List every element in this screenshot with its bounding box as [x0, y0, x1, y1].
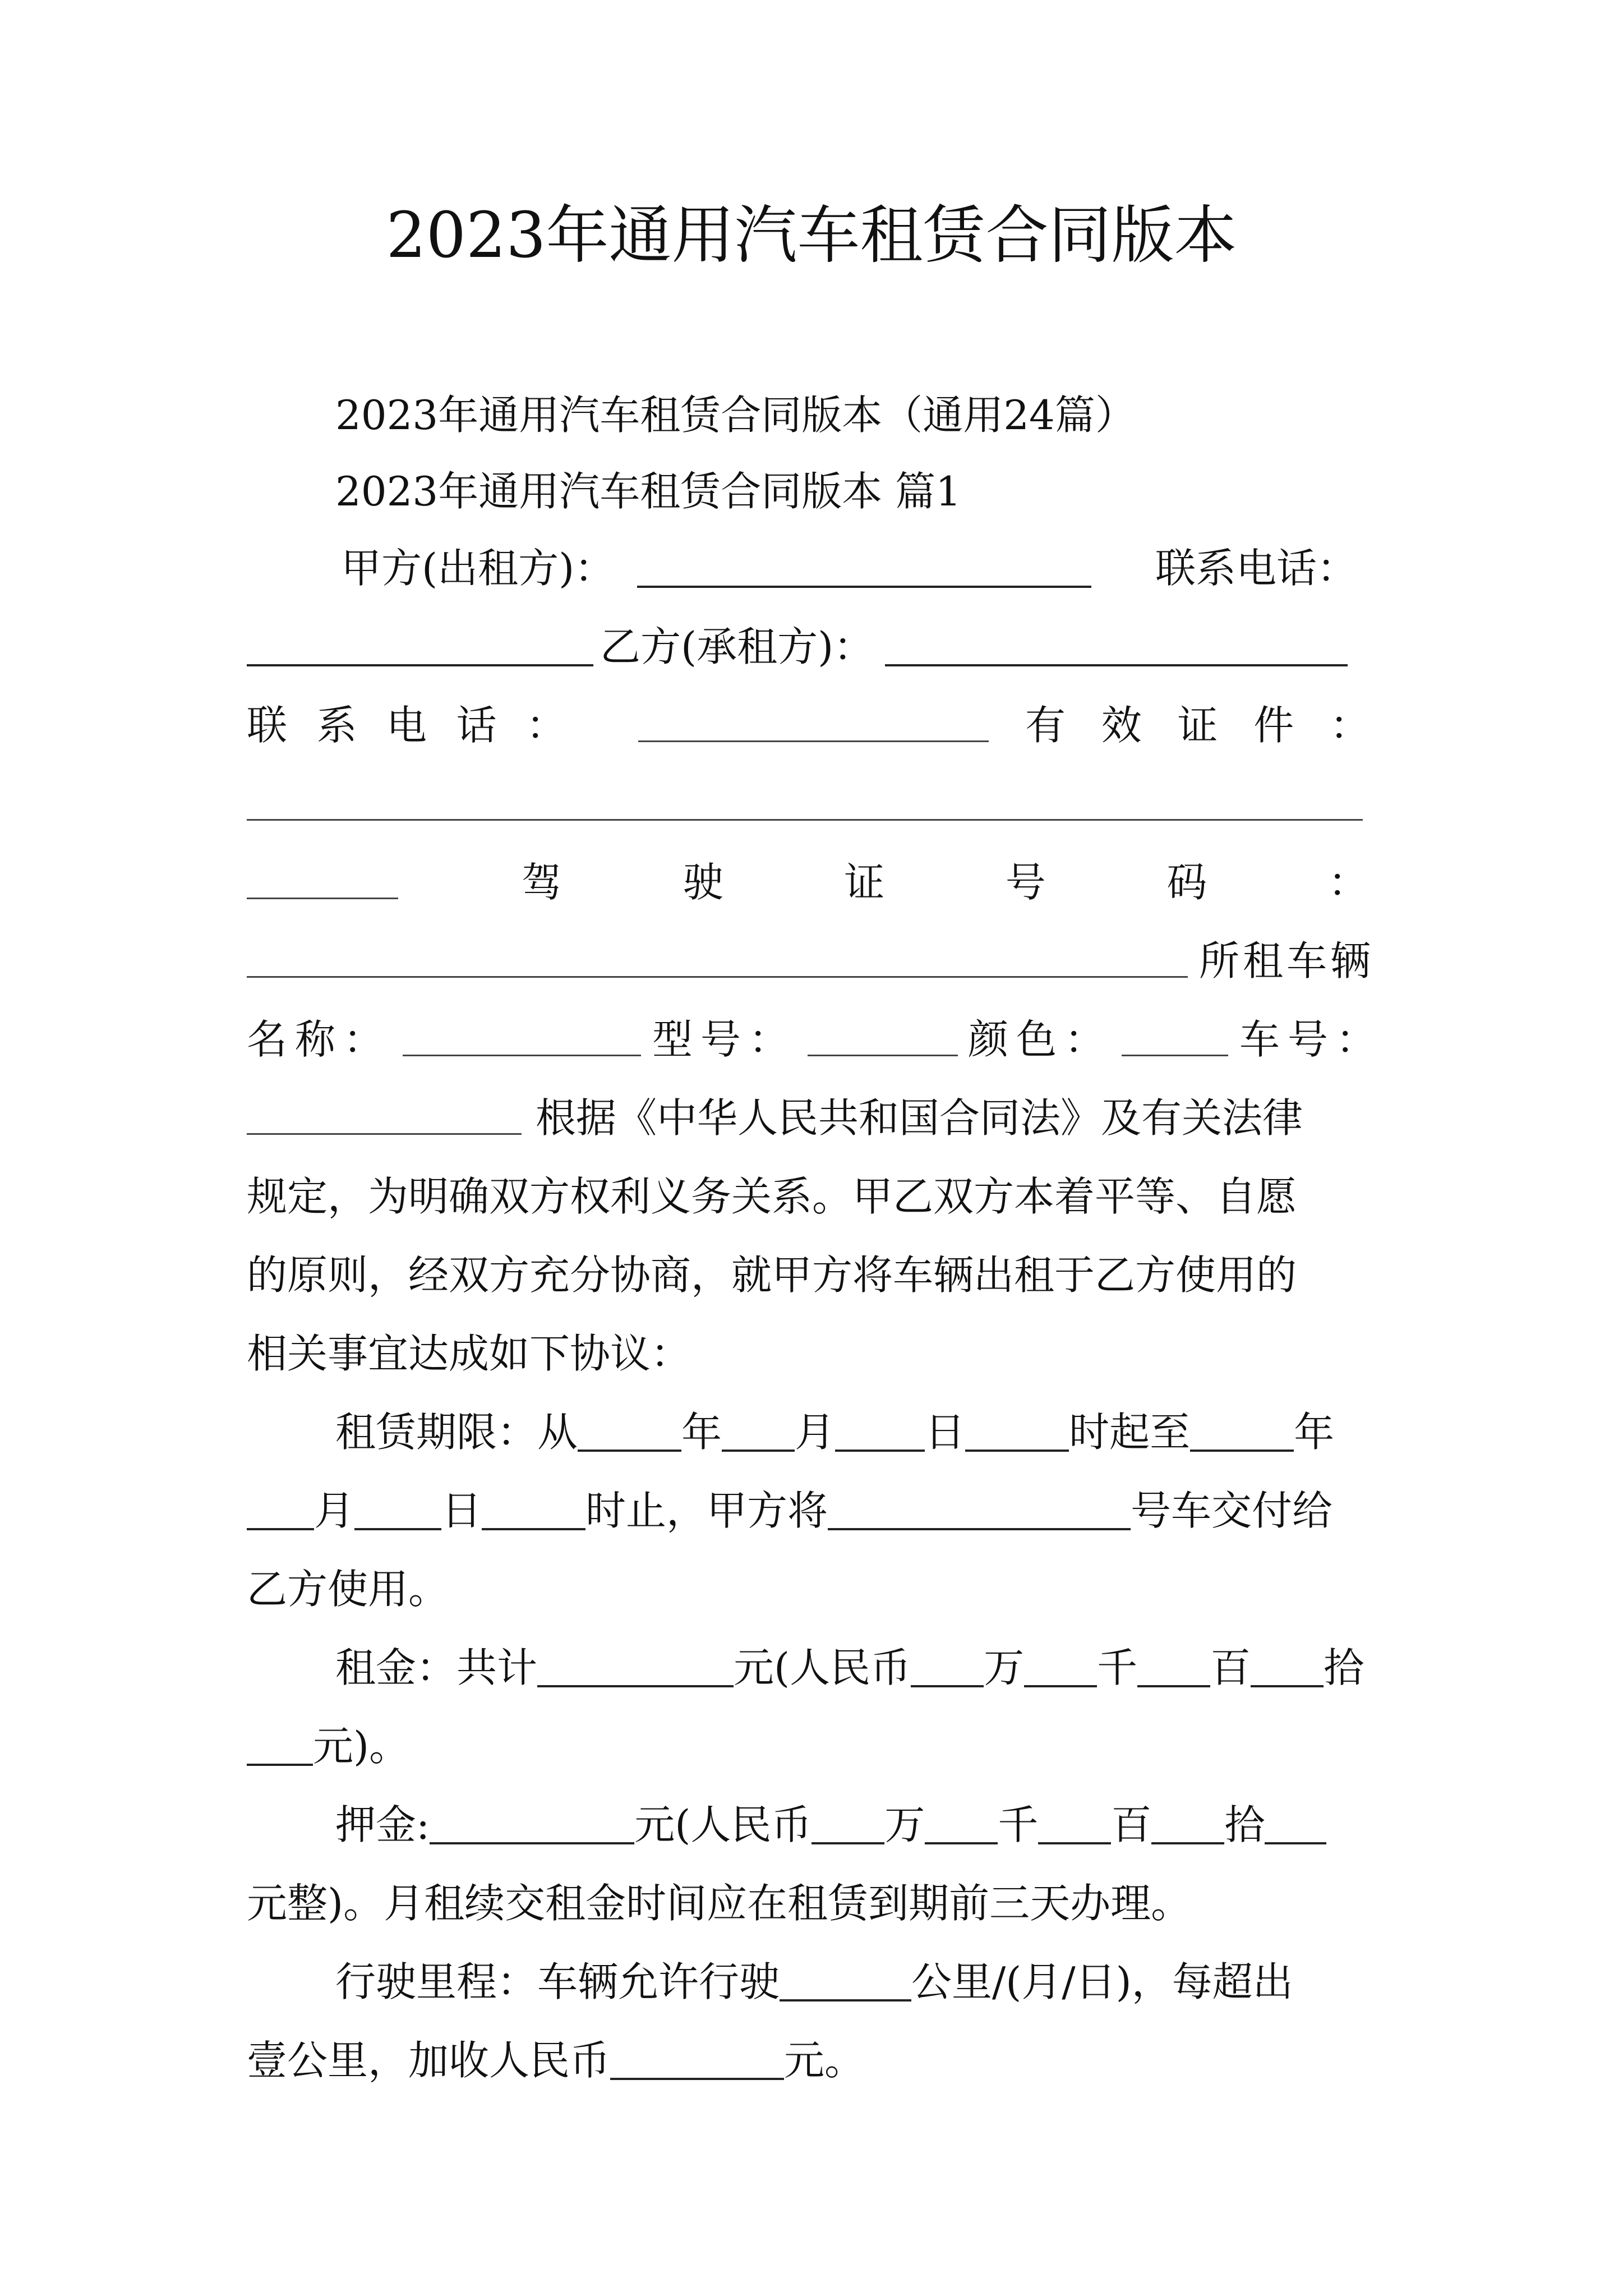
- party-a-line: [341, 540, 1091, 596]
- end-year-blank[interactable]: [1190, 1450, 1294, 1452]
- term-line-1: 租赁期限：从 年 月 日 时起至 年: [335, 1409, 1335, 1456]
- subtitle: 2023年通用汽车租赁合同版本（通用24篇）: [335, 392, 1136, 439]
- deposit-qian-blank[interactable]: [925, 1842, 998, 1844]
- vehicle-model-blank[interactable]: [808, 1055, 958, 1056]
- term-line-2: 月 日 时止，甲方将 号车交付给: [247, 1483, 1332, 1539]
- mileage-line-2: 壹公里，加收人民币 元。: [247, 2037, 865, 2084]
- vehicle-plate-label: 车号：: [1239, 1016, 1385, 1063]
- id-blank[interactable]: [247, 819, 1363, 821]
- section-heading: 2023年通用汽车租赁合同版本 篇1: [335, 468, 961, 515]
- intro-line-2: 规定，为明确双方权利义务关系。甲乙双方本着平等、自愿: [247, 1173, 1297, 1220]
- rent-yuan-blank[interactable]: [247, 1764, 313, 1766]
- phone-b-blank[interactable]: [638, 740, 989, 742]
- license-label: 驾 驶 证 号 码 ：: [522, 859, 1368, 906]
- start-month-blank[interactable]: [722, 1450, 795, 1452]
- end-month-blank[interactable]: [247, 1528, 314, 1530]
- phone-a-label: 联系电话：: [1155, 545, 1358, 592]
- document-title: 2023年通用汽车租赁合同版本: [386, 199, 1237, 272]
- end-hour-blank[interactable]: [482, 1528, 585, 1530]
- term-line-3: 乙方使用。: [247, 1566, 449, 1613]
- rent-total-blank[interactable]: [537, 1685, 734, 1687]
- rent-wan-blank[interactable]: [911, 1685, 984, 1687]
- start-day-blank[interactable]: [835, 1450, 925, 1452]
- party-a-label: 甲方(出租方)：: [341, 545, 615, 592]
- vehicle-label: 所租车辆: [1199, 937, 1375, 984]
- rent-qian-blank[interactable]: [1024, 1685, 1097, 1687]
- vehicle-name-blank[interactable]: [403, 1055, 641, 1056]
- rent-line-1: 租金：共计 元(人民币 万 千 百 拾: [335, 1644, 1364, 1691]
- party-a-blank[interactable]: [637, 586, 1091, 588]
- vehicle-color-label: 颜色：: [968, 1016, 1113, 1063]
- start-hour-blank[interactable]: [965, 1450, 1069, 1452]
- vehicle-plate-blank[interactable]: [247, 1133, 522, 1135]
- rent-shi-blank[interactable]: [1251, 1685, 1324, 1687]
- vehicle-name-label: 名称：: [247, 1016, 392, 1063]
- rent-bai-blank[interactable]: [1137, 1685, 1210, 1687]
- intro-line-4: 相关事宜达成如下协议：: [247, 1330, 691, 1377]
- intro-line-1: 根据《中华人民共和国合同法》及有关法律: [536, 1094, 1303, 1142]
- vehicle-model-label: 型号：: [652, 1016, 797, 1063]
- deposit-bai-blank[interactable]: [1038, 1842, 1111, 1844]
- intro-line-3: 的原则，经双方充分协商，就甲方将车辆出租于乙方使用的: [247, 1251, 1297, 1299]
- deposit-yuan-blank[interactable]: [1265, 1842, 1326, 1844]
- license-blank[interactable]: [247, 976, 1188, 978]
- party-b-blank[interactable]: [885, 664, 1348, 666]
- party-b-line: [247, 619, 1348, 675]
- id-label: 有 效 证 件 ：: [1025, 702, 1370, 749]
- phone-a-blank[interactable]: [247, 664, 593, 666]
- mileage-fee-blank[interactable]: [610, 2078, 784, 2080]
- deposit-total-blank[interactable]: [430, 1842, 634, 1844]
- end-day-blank[interactable]: [354, 1528, 441, 1530]
- phone-b-label: 联 系 电 话 ：: [247, 702, 566, 749]
- deposit-shi-blank[interactable]: [1151, 1842, 1224, 1844]
- mileage-line-1: 行驶里程：车辆允许行驶 公里/(月/日)，每超出: [335, 1958, 1293, 2005]
- deposit-line-1: 押金: 元(人民币 万 千 百 拾: [335, 1797, 1326, 1853]
- deposit-line-2: 元整)。月租续交租金时间应在租赁到期前三天办理。: [247, 1880, 1192, 1927]
- license-blank-start[interactable]: [247, 898, 398, 899]
- rent-line-2: 元)。: [247, 1718, 409, 1774]
- mileage-limit-blank[interactable]: [780, 1999, 911, 2001]
- deposit-wan-blank[interactable]: [811, 1842, 884, 1844]
- start-year-blank[interactable]: [578, 1450, 681, 1452]
- party-b-label: 乙方(承租方)：: [600, 623, 874, 670]
- vehicle-color-blank[interactable]: [1122, 1055, 1228, 1056]
- car-number-blank[interactable]: [828, 1528, 1131, 1530]
